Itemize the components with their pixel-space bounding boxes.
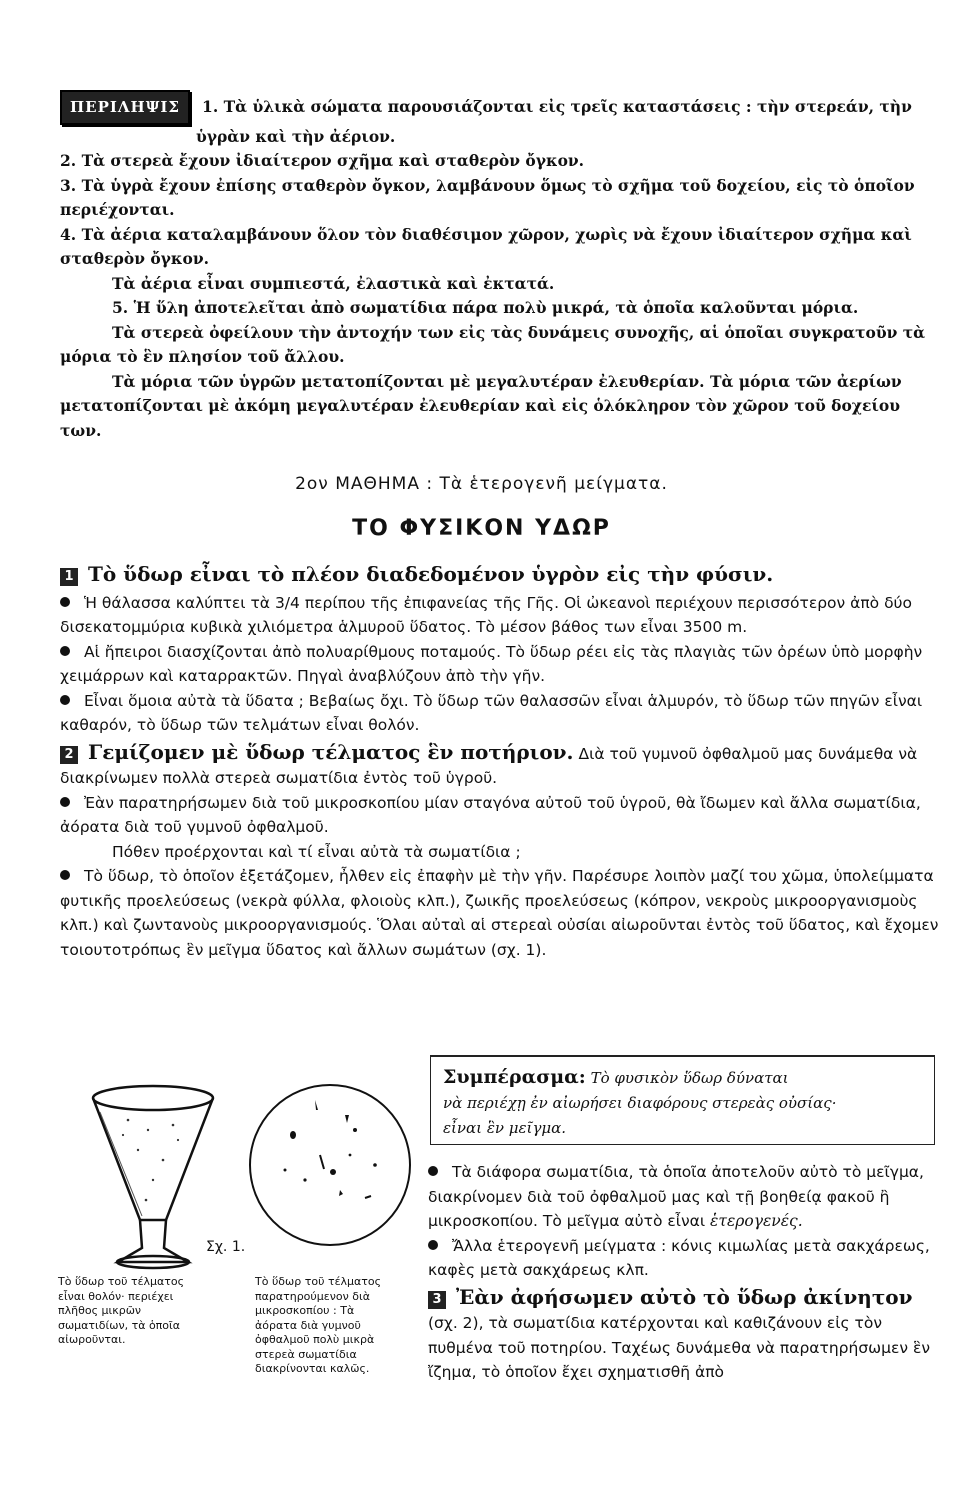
bullet-icon [60,597,70,607]
section-2-heading: Γεμίζομεν μὲ ὕδωρ τέλματος ἓν ποτήριον. [88,739,574,764]
bullet-icon [428,1240,438,1250]
conclusion-text-3: εἶναι ἓν μεῖγμα. [443,1119,567,1137]
figure-label: Σχ. 1. [206,1239,246,1255]
page-title: ΤΟ ΦΥΣΙΚΟΝ ΥΔΩΡ [352,516,611,541]
right-bullet-1: Τὰ διάφορα σωματίδια, τὰ ὁποῖα ἀποτελοῦν αὐτὸ τὸ μεῖγμα, διακρίνομεν διὰ τοῦ ὀφθαλμοῦ μας καὶ τῇ βοηθείᾳ φακοῦ ἢ μικροσκοπίου. Τὸ μεῖγμα αὐτὸ εἶναι [428,1163,924,1230]
section-3-heading: Ἐὰν ἀφήσωμεν αὐτὸ τὸ ὕδωρ ἀκίνητον [456,1284,913,1309]
summary-item-4b: Τὰ ἀέρια εἶναι συμπιεστά, ἐλαστικὰ καὶ ἐκτατά. [112,273,555,293]
figure-caption-left: Τὸ ὕδωρ τοῦ τέλματος εἶναι θολόν· περιέχει πλῆθος μικρῶν σωματιδίων, τὰ ὁποῖα αἰωροῦνται. [58,1275,185,1346]
section-2-question: Πόθεν προέρχονται καὶ τί εἶναι αὐτὰ τὰ σωματίδια ; [112,842,521,861]
summary-item-1: 1. Τὰ ὑλικὰ σώματα παρουσιάζονται εἰς τρεῖς καταστάσεις : τὴν στερεάν, τὴν [202,97,912,116]
conclusion-text-1: Τὸ φυσικὸν ὕδωρ δύναται [590,1069,789,1087]
section-1-heading: Τὸ ὕδωρ εἶναι τὸ πλέον διαδεδομένον ὑγρὸν εἰς τὴν φύσιν. [88,562,774,586]
summary-item-1-cont: ὑγρὰν καὶ τὴν ἀέριον. [196,126,396,146]
conclusion-box [430,1055,935,1145]
summary-item-5b: Τὰ στερεὰ ὀφείλουν τὴν ἀντοχήν των εἰς τὰς δυνάμεις συνοχῆς, αἱ ὁποῖαι συγκρατοῦν τὰ μόρια τὸ ἓν πλησίον τοῦ ἄλλου. [60,322,926,366]
section-number-1: 1 [60,568,78,586]
conclusion-text-2: νὰ περιέχῃ ἐν αἰωρήσει διαφόρους στερεὰς οὐσίας· [443,1094,837,1112]
figure-caption-right: Τὸ ὕδωρ τοῦ τέλματος παρατηρούμενον διὰ μικροσκοπίου : Τὰ ἀόρατα διὰ γυμνοῦ ὀφθαλμοῦ πολὺ μικρὰ στερεὰ σωματίδια διακρίνονται καλῶς. [255,1275,382,1375]
section-2-bullet-1: Ἐὰν παρατηρήσωμεν διὰ τοῦ μικροσκοπίου μίαν σταγόνα αὐτοῦ τοῦ ὑγροῦ, θὰ ἴδωμεν καὶ ἄλλα σωματίδια, ἀόρατα διὰ τοῦ γυμνοῦ ὀφθαλμοῦ. [60,793,921,836]
bullet-icon [60,870,70,880]
microscope-view-illustration [245,1080,415,1250]
summary-item-4: 4. Τὰ ἀέρια καταλαμβάνουν ὅλον τὸν διαθέσιμον χῶρον, χωρὶς νὰ ἔχουν ἰδιαίτερον σχῆμα καὶ σταθερὸν ὄγκον. [60,224,912,268]
bullet-icon [60,646,70,656]
section-2-bullet-2: Τὸ ὕδωρ, τὸ ὁποῖον ἐξετάζομεν, ἦλθεν εἰς ἐπαφὴν μὲ τὴν γῆν. Παρέσυρε λοιπὸν μαζί του χῶμα, ὑπολείμματα φυτικῆς προελεύσεως (νεκρὰ φύλλα, φλοιοὺς κλπ.), ζωικῆς προελεύσεως (κόπρον, νεκροὺς μικροοργανισμοὺς κλπ.) καὶ ζωντανοὺς μικροοργανισμούς. Ὅλαι αὐταὶ αἱ στερεαὶ οὐσίαι αἰωροῦνται ἐντὸς τοῦ ὕδατος, καὶ ἔχομεν τοιουτοτρόπως ἓν μεῖγμα ὕδατος καὶ ἄλλων σωμάτων (σχ. 1). [60,867,939,959]
summary-badge: ΠΕΡΙΛΗΨΙΣ [60,90,190,125]
right-bullet-2: Ἄλλα ἑτερογενῆ μείγματα : κόνις κιμωλίας μετὰ σακχάρεως, καφὲς μετὰ σακχάρεως κλπ. [428,1236,930,1279]
bullet-icon [60,695,70,705]
summary-item-2: 2. Τὰ στερεὰ ἔχουν ἰδιαίτερον σχῆμα καὶ σταθερὸν ὄγκον. [60,151,585,170]
section-1-bullet-2: Αἱ ἤπειροι διασχίζονται ἀπὸ πολυαρίθμους ποταμούς. Τὸ ὕδωρ ρέει εἰς τὰς πλαγιὰς τῶν ὀρέων ὑπὸ μορφὴν χειμάρρων καὶ καταρρακτῶν. Πηγαὶ ἀναβλύζουν ἀπὸ τὴν γῆν. [60,642,923,685]
section-2-intro: Διὰ τοῦ γυμνοῦ ὀφθαλμοῦ μας δυνάμεθα νὰ διακρίνωμεν πολλὰ στερεὰ σωματίδια ἐντὸς τοῦ ὑγροῦ. [60,744,918,787]
main-text [60,562,940,962]
bullet-icon [60,797,70,807]
section-3-text: (σχ. 2), τὰ σωματίδια κατέρχονται καὶ καθιζάνουν εἰς τὸν πυθμένα τοῦ ποτηρίου. Ταχέως δυνάμεθα νὰ παρατηρήσωμεν ἓν ἴζημα, τὸ ὁποῖον ἔχει σχηματισθῆ ἀπὸ [428,1314,931,1381]
section-1-bullet-1: Ἡ θάλασσα καλύπτει τὰ 3/4 περίπου τῆς ἐπιφανείας τῆς Γῆς. Οἱ ὠκεανοὶ περιέχουν περισσότερον ἀπὸ δύο δισεκατομμύρια κυβικὰ χιλιόμετρα ἁλμυροῦ ὕδατος. Τὸ μέσον βάθος των εἶναι 3500 m. [60,593,913,636]
summary-item-3: 3. Τὰ ὑγρὰ ἔχουν ἐπίσης σταθερὸν ὄγκον, λαμβάνουν ὅμως τὸ σχῆμα τοῦ δοχείου, εἰς τὸ ὁποῖον περιέχονται. [60,175,915,219]
summary-item-5c: Τὰ μόρια τῶν ὑγρῶν μετατοπίζονται μὲ μεγαλυτέραν ἐλευθερίαν. Τὰ μόρια τῶν ἀερίων μετατοπίζονται μὲ ἀκόμη μεγαλυτέραν ἐλευθερίαν καὶ εἰς ὁλόκληρον τὸν χῶρον τοῦ δοχείου των. [60,371,902,440]
section-number-3: 3 [428,1291,446,1309]
section-number-2: 2 [60,746,78,764]
right-bullet-1-italic: ἑτερογενές. [710,1212,803,1230]
conclusion-heading: Συμπέρασμα: [443,1066,586,1088]
section-1-bullet-3: Εἶναι ὅμοια αὐτὰ τὰ ὕδατα ; Βεβαίως ὄχι. Τὸ ὕδωρ τῶν θαλασσῶν εἶναι ἁλμυρόν, τὸ ὕδωρ τῶν πηγῶν εἶναι καθαρόν, τὸ ὕδωρ τῶν τελμάτων εἶναι θολόν. [60,691,923,734]
summary-block [60,90,940,443]
bullet-icon [428,1166,438,1176]
summary-item-5: 5. Ἡ ὕλη ἀποτελεῖται ἀπὸ σωματίδια πάρα πολὺ μικρά, τὰ ὁποῖα καλοῦνται μόρια. [112,298,859,317]
lesson-heading: 2ον ΜΑΘΗΜΑ : Τὰ ἑτερογενῆ μείγματα. [295,474,668,494]
right-column [428,1160,938,1385]
